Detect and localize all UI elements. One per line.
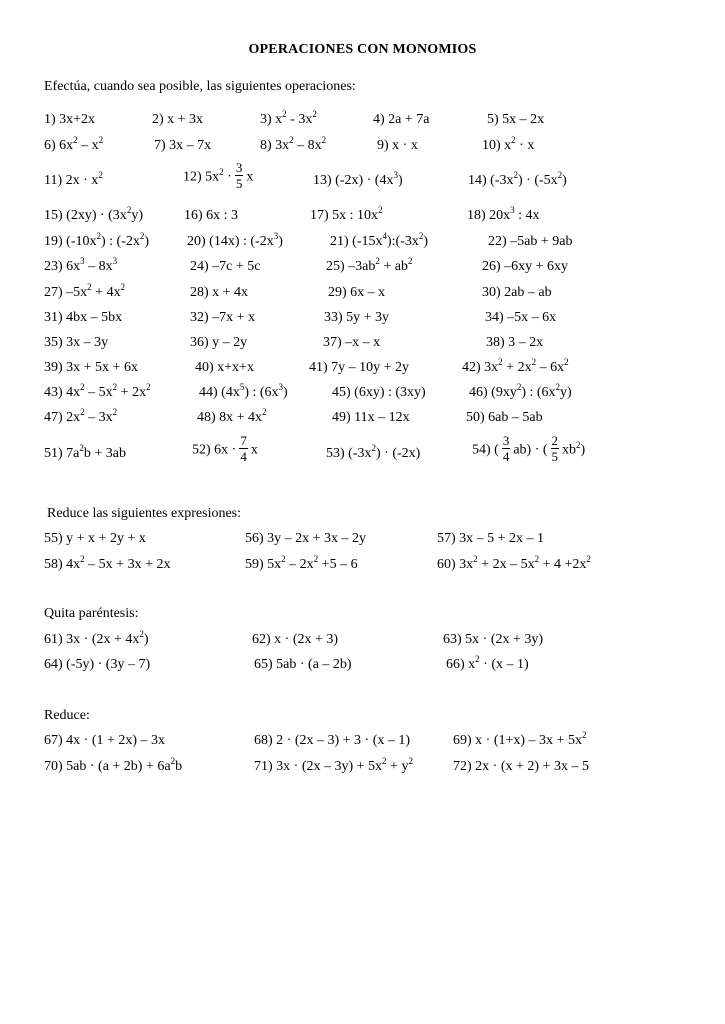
exercise-67: 67) 4x · (1 + 2x) – 3x [44, 733, 166, 748]
exercise-22: 22) –5ab + 9ab [488, 234, 573, 249]
exercise-17: 17) 5x : $10x^2$ [310, 205, 383, 223]
exercise-49: 49) 11x – 12x [332, 410, 410, 425]
exercise-13: 13) $(-2x) \cdot (4x^3)$ [313, 170, 403, 188]
exercise-11: 11) $2x \cdot x^2$ [44, 170, 103, 188]
exercise-4: 4) 2a + 7a [373, 112, 430, 127]
exercise-47: 47) $2x^2 - 3x^2$ [44, 407, 118, 425]
exercise-34: 34) –5x – 6x [485, 310, 557, 325]
exercise-71: 71) $3x \cdot (2x - 3y) + 5x^2 + y^2$ [254, 756, 413, 774]
exercise-56: 56) 3y – 2x + 3x – 2y [245, 531, 367, 546]
fraction-3-5: $\frac{3}{5}$ [235, 160, 243, 191]
exercise-54: 54) ( $\frac{3}{4}$ ab) · ( $\frac{2}{5}$ $xb^2$) [472, 433, 586, 464]
exercise-43: 43) $4x^2 - 5x^2 + 2x^2$ [44, 382, 151, 400]
exercise-66: 66) $x^2 \cdot (x - 1)$ [446, 654, 529, 672]
exercise-20: 20) (14x) : $(-2x^3)$ [187, 231, 283, 249]
exercise-30: 30) 2ab – ab [482, 285, 552, 300]
exercise-45: 45) (6xy) : (3xy) [332, 385, 426, 400]
exercise-52: 52) 6x · $\frac{7}{4}$ x [192, 433, 258, 464]
exercise-50: 50) 6ab – 5ab [466, 410, 543, 425]
exercise-19: 19) $(-10x^2)$ : $(-2x^2)$ [44, 231, 150, 249]
exercise-27: 27) $-5x^2 + 4x^2$ [44, 282, 126, 300]
exercise-59: 59) $5x^2 - 2x^2 +5 - 6$ [245, 554, 358, 572]
exercise-53: 53) $(-3x^2) \cdot (-2x)$ [326, 443, 421, 461]
exercise-63: 63) 5x · (2x + 3y) [443, 632, 544, 647]
exercise-65: 65) 5ab · (a – 2b) [254, 657, 352, 672]
exercise-9: 9) x · x [377, 138, 418, 153]
exercise-35: 35) 3x – 3y [44, 335, 109, 350]
exercise-1: 1) 3x+2x [44, 112, 96, 127]
exercise-31: 31) 4bx – 5bx [44, 310, 123, 325]
exercise-26: 26) –6xy + 6xy [482, 259, 569, 274]
exercise-55: 55) y + x + 2y + x [44, 531, 146, 546]
exercise-69: 69) $x \cdot (1+x) - 3x + 5x^2$ [453, 730, 587, 748]
exercise-5: 5) 5x – 2x [487, 112, 545, 127]
fraction-3-4: $\frac{3}{4}$ [502, 433, 510, 464]
exercise-33: 33) 5y + 3y [324, 310, 390, 325]
fraction-7-4: $\frac{7}{4}$ [240, 433, 247, 464]
exercise-70: 70) $5ab \cdot (a + 2b) + 6a^2b$ [44, 756, 183, 774]
section2-heading: Reduce las siguientes expresiones: [47, 506, 242, 521]
exercise-28: 28) x + 4x [190, 285, 249, 300]
exercise-12: 12) $5x^2$ · $\frac{3}{5}$ x [183, 160, 254, 191]
exercise-6: 6) $6x^2 - x^2$ [44, 135, 104, 153]
exercise-7: 7) 3x – 7x [154, 138, 212, 153]
exercise-2: 2) x + 3x [152, 112, 204, 127]
exercise-64: 64) (-5y) · (3y – 7) [44, 657, 151, 672]
exercise-40: 40) x+x+x [195, 360, 254, 375]
exercise-14: 14) $(-3x^2) \cdot (-5x^2)$ [468, 170, 567, 188]
exercise-48: 48) $8x + 4x^2$ [197, 407, 267, 425]
exercise-16: 16) 6x : 3 [184, 208, 239, 223]
exercise-68: 68) 2 · (2x – 3) + 3 · (x – 1) [254, 733, 411, 748]
exercise-36: 36) y – 2y [190, 335, 248, 350]
exercise-51: 51) $7a^2b + 3ab$ [44, 443, 126, 461]
exercise-62: 62) x · (2x + 3) [252, 632, 339, 647]
exercise-21: 21) $(-15x^4):(-3x^2)$ [330, 231, 429, 249]
exercise-72: 72) 2x · (x + 2) + 3x – 5 [453, 759, 589, 774]
exercise-44: 44) $(4x^5)$ : $(6x^3)$ [199, 382, 288, 400]
exercise-32: 32) –7x + x [190, 310, 256, 325]
exercise-29: 29) 6x – x [328, 285, 386, 300]
exercise-10: 10) $x^2 \cdot x$ [482, 135, 535, 153]
exercise-8: 8) $3x^2 - 8x^2$ [260, 135, 327, 153]
exercise-24: 24) –7c + 5c [190, 259, 261, 274]
exercise-42: 42) $3x^2 + 2x^2 - 6x^2$ [462, 357, 569, 375]
exercise-38: 38) 3 – 2x [486, 335, 544, 350]
section4-heading: Reduce: [44, 708, 90, 723]
exercise-23: 23) $6x^3 - 8x^3$ [44, 256, 118, 274]
section3-heading: Quita paréntesis: [44, 606, 139, 621]
fraction-2-5: $\frac{2}{5}$ [551, 433, 559, 464]
exercise-18: 18) $20x^3$ : 4x [467, 205, 540, 223]
exercise-39: 39) 3x + 5x + 6x [44, 360, 138, 375]
exercise-57: 57) 3x – 5 + 2x – 1 [437, 531, 545, 546]
exercise-60: 60) $3x^2 + 2x - 5x^2 + 4 +2x^2$ [437, 554, 591, 572]
exercise-58: 58) $4x^2 - 5x + 3x + 2x$ [44, 554, 171, 572]
exercise-46: 46) $(9xy^2)$ : $(6x^2y)$ [469, 382, 572, 400]
exercise-37: 37) –x – x [323, 335, 381, 350]
page-title: OPERACIONES CON MONOMIOS [248, 42, 477, 57]
exercise-25: 25) $-3ab^2 + ab^2$ [326, 256, 413, 274]
exercise-61: 61) $3x \cdot (2x + 4x^2)$ [44, 629, 149, 647]
exercise-15: 15) $(2xy) \cdot (3x^2y)$ [44, 205, 143, 223]
exercise-41: 41) 7y – 10y + 2y [309, 360, 410, 375]
section1-heading: Efectúa, cuando sea posible, las siguientes operaciones: [44, 79, 356, 94]
exercise-3: 3) $x^2 - 3x^2$ [260, 109, 317, 127]
